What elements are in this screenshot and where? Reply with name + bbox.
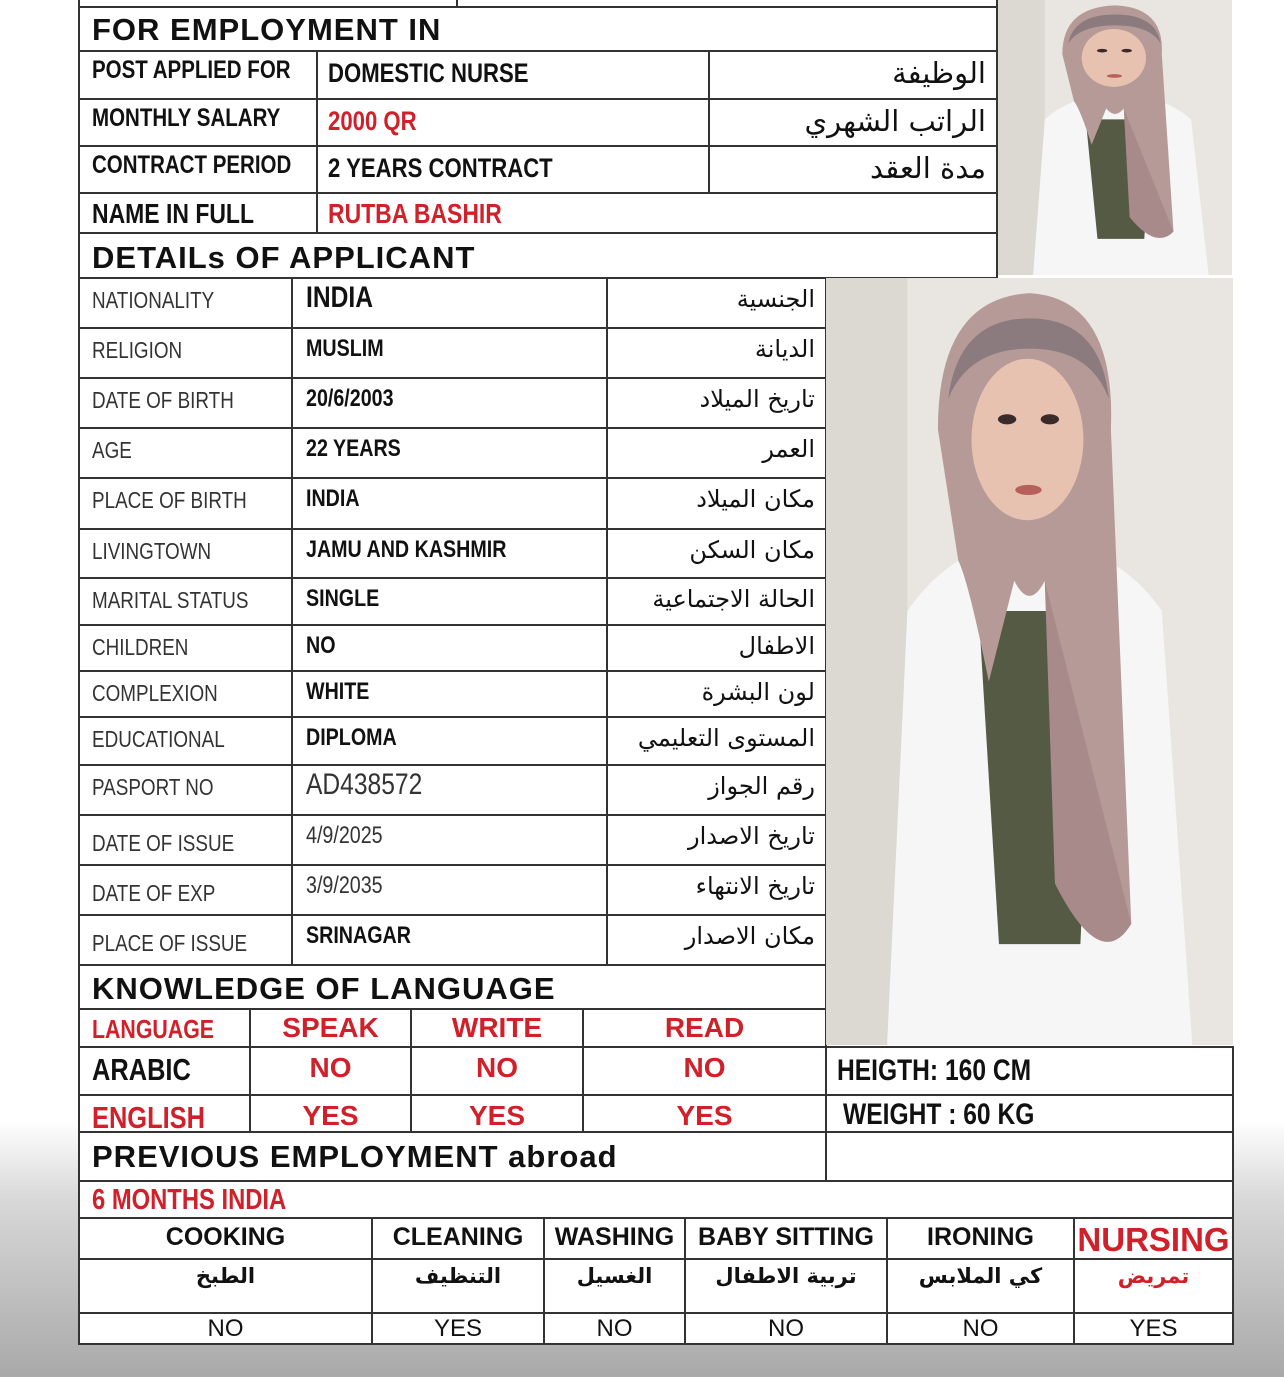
skill-value: NO [962, 1315, 999, 1342]
language-value: ENGLISH [92, 1100, 205, 1133]
applicant-label-cell [78, 528, 293, 579]
applicant-arabic-cell [606, 528, 827, 579]
applicant-label: DATE OF ISSUE [92, 830, 235, 856]
applicant-label: DATE OF BIRTH [92, 387, 234, 413]
applicant-label-cell [78, 427, 293, 479]
applicant-arabic: المستوى التعليمي [637, 724, 815, 752]
skill-value: NO [207, 1315, 244, 1342]
skill-value: NO [768, 1315, 804, 1342]
skill-name: NURSING [1077, 1221, 1230, 1258]
employment-title: FOR EMPLOYMENT IN [92, 12, 442, 47]
applicant-photo-large [826, 278, 1233, 1045]
applicant-label-cell [78, 477, 293, 530]
employment-arabic: مدة العقد [870, 151, 986, 185]
skill-name: BABY SITTING [698, 1223, 874, 1251]
skill-arabic-cell [78, 1258, 373, 1314]
skill-name: WASHING [554, 1223, 675, 1251]
language-cell [78, 1046, 251, 1096]
applicant-value-cell [291, 277, 608, 329]
skill-value-cell [684, 1312, 888, 1345]
applicant-arabic-cell [606, 764, 827, 816]
employment-arabic-cell [708, 98, 998, 147]
applicant-arabic: تاريخ الاصدار [688, 822, 815, 850]
applicant-label: MARITAL STATUS [92, 587, 249, 613]
employment-value: 2000 QR [328, 106, 417, 136]
skill-arabic-cell [1073, 1258, 1234, 1314]
language-value: NO [476, 1052, 518, 1083]
skill-name: IRONING [927, 1223, 1034, 1251]
language-column-header [410, 1008, 584, 1048]
applicant-value-cell [291, 577, 608, 626]
applicant-label: DATE OF EXP [92, 880, 216, 906]
applicant-value: INDIA [306, 485, 360, 512]
applicant-label: LIVINGTOWN [92, 538, 212, 564]
applicant-arabic-cell [606, 624, 827, 672]
skill-arabic-cell [886, 1258, 1075, 1314]
employment-value-cell [316, 98, 710, 147]
applicant-label: PASPORT NO [92, 774, 214, 800]
previous-employment-value: 6 MONTHS INDIA [92, 1184, 287, 1216]
applicant-value: 22 YEARS [306, 435, 401, 462]
skill-value: NO [596, 1315, 633, 1342]
language-header-label: SPEAK [282, 1012, 379, 1043]
applicant-arabic-cell [606, 277, 827, 329]
applicant-label: NATIONALITY [92, 287, 215, 313]
skill-arabic-cell [543, 1258, 686, 1314]
height-cell [825, 1046, 1234, 1096]
applicant-label: EDUCATIONAL [92, 726, 225, 752]
employment-label: MONTHLY SALARY [92, 104, 281, 132]
applicant-label: RELIGION [92, 337, 183, 363]
applicant-arabic: الاطفال [738, 632, 815, 660]
previous-employment-header [78, 1131, 827, 1182]
applicant-label-cell [78, 716, 293, 766]
skill-name: CLEANING [392, 1223, 524, 1251]
applicant-arabic-cell [606, 327, 827, 379]
weight-value: WEIGHT : 60 KG [843, 1098, 1035, 1131]
applicant-value: 20/6/2003 [306, 385, 394, 412]
language-header [78, 964, 827, 1010]
applicant-label-cell [78, 670, 293, 718]
skill-arabic-cell [371, 1258, 545, 1314]
skill-value-cell [78, 1312, 373, 1345]
applicant-arabic-cell [606, 814, 827, 866]
employment-arabic-cell [708, 50, 998, 100]
applicant-header [78, 232, 998, 279]
applicant-value-cell [291, 764, 608, 816]
language-column-header [78, 1008, 251, 1048]
applicant-arabic-cell [606, 427, 827, 479]
language-header-label: WRITE [451, 1012, 543, 1043]
language-value: NO [683, 1052, 726, 1083]
height-value: HEIGTH: 160 CM [837, 1054, 1032, 1087]
language-title: KNOWLEDGE OF LANGUAGE [92, 971, 556, 1006]
employment-arabic: الوظيفة [892, 56, 986, 90]
skill-arabic-cell [684, 1258, 888, 1314]
applicant-value: AD438572 [306, 768, 423, 801]
applicant-arabic: الديانة [754, 335, 815, 363]
name-label: NAME IN FULL [92, 198, 254, 229]
applicant-arabic-cell [606, 670, 827, 718]
language-value: YES [676, 1100, 733, 1131]
applicant-value-cell [291, 477, 608, 530]
previous-employment-value-cell [78, 1180, 1234, 1219]
applicant-arabic: مكان السكن [689, 536, 815, 564]
language-value: NO [309, 1052, 352, 1083]
applicant-arabic: العمر [762, 435, 815, 463]
applicant-value-cell [291, 914, 608, 966]
applicant-value-cell [291, 716, 608, 766]
applicant-value-cell [291, 327, 608, 379]
language-value: YES [468, 1100, 526, 1131]
skill-name: COOKING [165, 1223, 286, 1251]
applicant-label-cell [78, 914, 293, 966]
applicant-label: AGE [92, 437, 132, 463]
skill-header-cell [78, 1217, 373, 1260]
applicant-arabic: رقم الجواز [708, 772, 815, 800]
skill-arabic: كي الملابس [918, 1264, 1043, 1288]
applicant-label: CHILDREN [92, 634, 189, 660]
applicant-arabic: مكان الاصدار [684, 922, 815, 950]
skill-arabic: تربية الاطفال [715, 1264, 857, 1288]
applicant-value-cell [291, 624, 608, 672]
employment-value: DOMESTIC NURSE [328, 58, 529, 88]
skill-header-cell [1073, 1217, 1234, 1260]
applicant-value: JAMU AND KASHMIR [306, 536, 507, 563]
language-cell [410, 1046, 584, 1096]
skill-arabic: الطبخ [195, 1264, 256, 1288]
language-column-header [582, 1008, 827, 1048]
employment-arabic-cell [708, 145, 998, 194]
applicant-value-cell [291, 670, 608, 718]
employment-value-cell [316, 145, 710, 194]
applicant-arabic: تاريخ الانتهاء [695, 872, 815, 900]
applicant-value: WHITE [306, 678, 370, 705]
applicant-label-cell [78, 577, 293, 626]
language-cell [410, 1094, 584, 1133]
language-cell [249, 1094, 412, 1133]
weight-cell [825, 1094, 1234, 1133]
language-cell [78, 1094, 251, 1133]
applicant-label: COMPLEXION [92, 680, 218, 706]
skill-arabic: تمريض [1117, 1264, 1190, 1288]
applicant-arabic: لون البشرة [701, 678, 815, 706]
employment-label: POST APPLIED FOR [92, 56, 291, 84]
previous-employment-title: PREVIOUS EMPLOYMENT abroad [92, 1139, 618, 1174]
employment-value-cell [316, 50, 710, 100]
language-value: YES [302, 1100, 359, 1131]
applicant-arabic-cell [606, 477, 827, 530]
applicant-arabic-cell [606, 577, 827, 626]
language-value: ARABIC [92, 1052, 191, 1087]
applicant-value-cell [291, 427, 608, 479]
skill-arabic: الغسيل [576, 1264, 653, 1288]
applicant-arabic-cell [606, 914, 827, 966]
employment-header [78, 6, 998, 52]
applicant-value: 3/9/2035 [306, 872, 383, 899]
applicant-label: PLACE OF BIRTH [92, 487, 247, 513]
applicant-arabic: الحالة الاجتماعية [652, 585, 815, 613]
applicant-value-cell [291, 528, 608, 579]
skill-header-cell [371, 1217, 545, 1260]
language-cell [582, 1094, 827, 1133]
skill-value-cell [886, 1312, 1075, 1345]
applicant-value-cell [291, 377, 608, 429]
name-value-cell [316, 192, 998, 234]
language-header-label: READ [664, 1012, 745, 1043]
applicant-value: MUSLIM [306, 335, 384, 362]
employment-label-cell [78, 50, 318, 100]
applicant-label-cell [78, 624, 293, 672]
applicant-label-cell [78, 814, 293, 866]
applicant-value: 4/9/2025 [306, 822, 383, 849]
language-header-label: LANGUAGE [92, 1014, 215, 1044]
employment-label-cell [78, 145, 318, 194]
language-cell [582, 1046, 827, 1096]
skill-value: YES [433, 1315, 483, 1342]
applicant-label-cell [78, 327, 293, 379]
skill-header-cell [543, 1217, 686, 1260]
employment-arabic: الراتب الشهري [804, 104, 986, 138]
applicant-label-cell [78, 277, 293, 329]
applicant-arabic: الجنسية [736, 285, 815, 313]
employment-value: 2 YEARS CONTRACT [328, 153, 553, 183]
applicant-label-cell [78, 377, 293, 429]
applicant-title: DETAILs OF APPLICANT [92, 240, 476, 275]
applicant-arabic: تاريخ الميلاد [699, 385, 815, 413]
skill-value-cell [543, 1312, 686, 1345]
employment-label-cell [78, 98, 318, 147]
applicant-value: SRINAGAR [306, 922, 411, 949]
applicant-label-cell [78, 764, 293, 816]
applicant-arabic: مكان الميلاد [696, 485, 815, 513]
applicant-value: SINGLE [306, 585, 380, 612]
applicant-arabic-cell [606, 377, 827, 429]
name-value: RUTBA BASHIR [328, 198, 502, 229]
skill-value-cell [1073, 1312, 1234, 1345]
applicant-label-cell [78, 864, 293, 916]
skill-value: YES [1129, 1315, 1178, 1342]
applicant-value-cell [291, 814, 608, 866]
applicant-arabic-cell [606, 864, 827, 916]
skill-header-cell [684, 1217, 888, 1260]
skill-arabic: التنظيف [414, 1264, 502, 1288]
applicant-value: DIPLOMA [306, 724, 397, 751]
language-column-header [249, 1008, 412, 1048]
skill-value-cell [371, 1312, 545, 1345]
previous-employment-blank [825, 1131, 1234, 1182]
applicant-value-cell [291, 864, 608, 916]
applicant-value: INDIA [306, 281, 373, 314]
applicant-value: NO [306, 632, 336, 659]
applicant-arabic-cell [606, 716, 827, 766]
applicant-photo-small [998, 0, 1232, 275]
language-cell [249, 1046, 412, 1096]
employment-label: CONTRACT PERIOD [92, 151, 292, 179]
skill-header-cell [886, 1217, 1075, 1260]
name-label-cell [78, 192, 318, 234]
applicant-label: PLACE OF ISSUE [92, 930, 248, 956]
